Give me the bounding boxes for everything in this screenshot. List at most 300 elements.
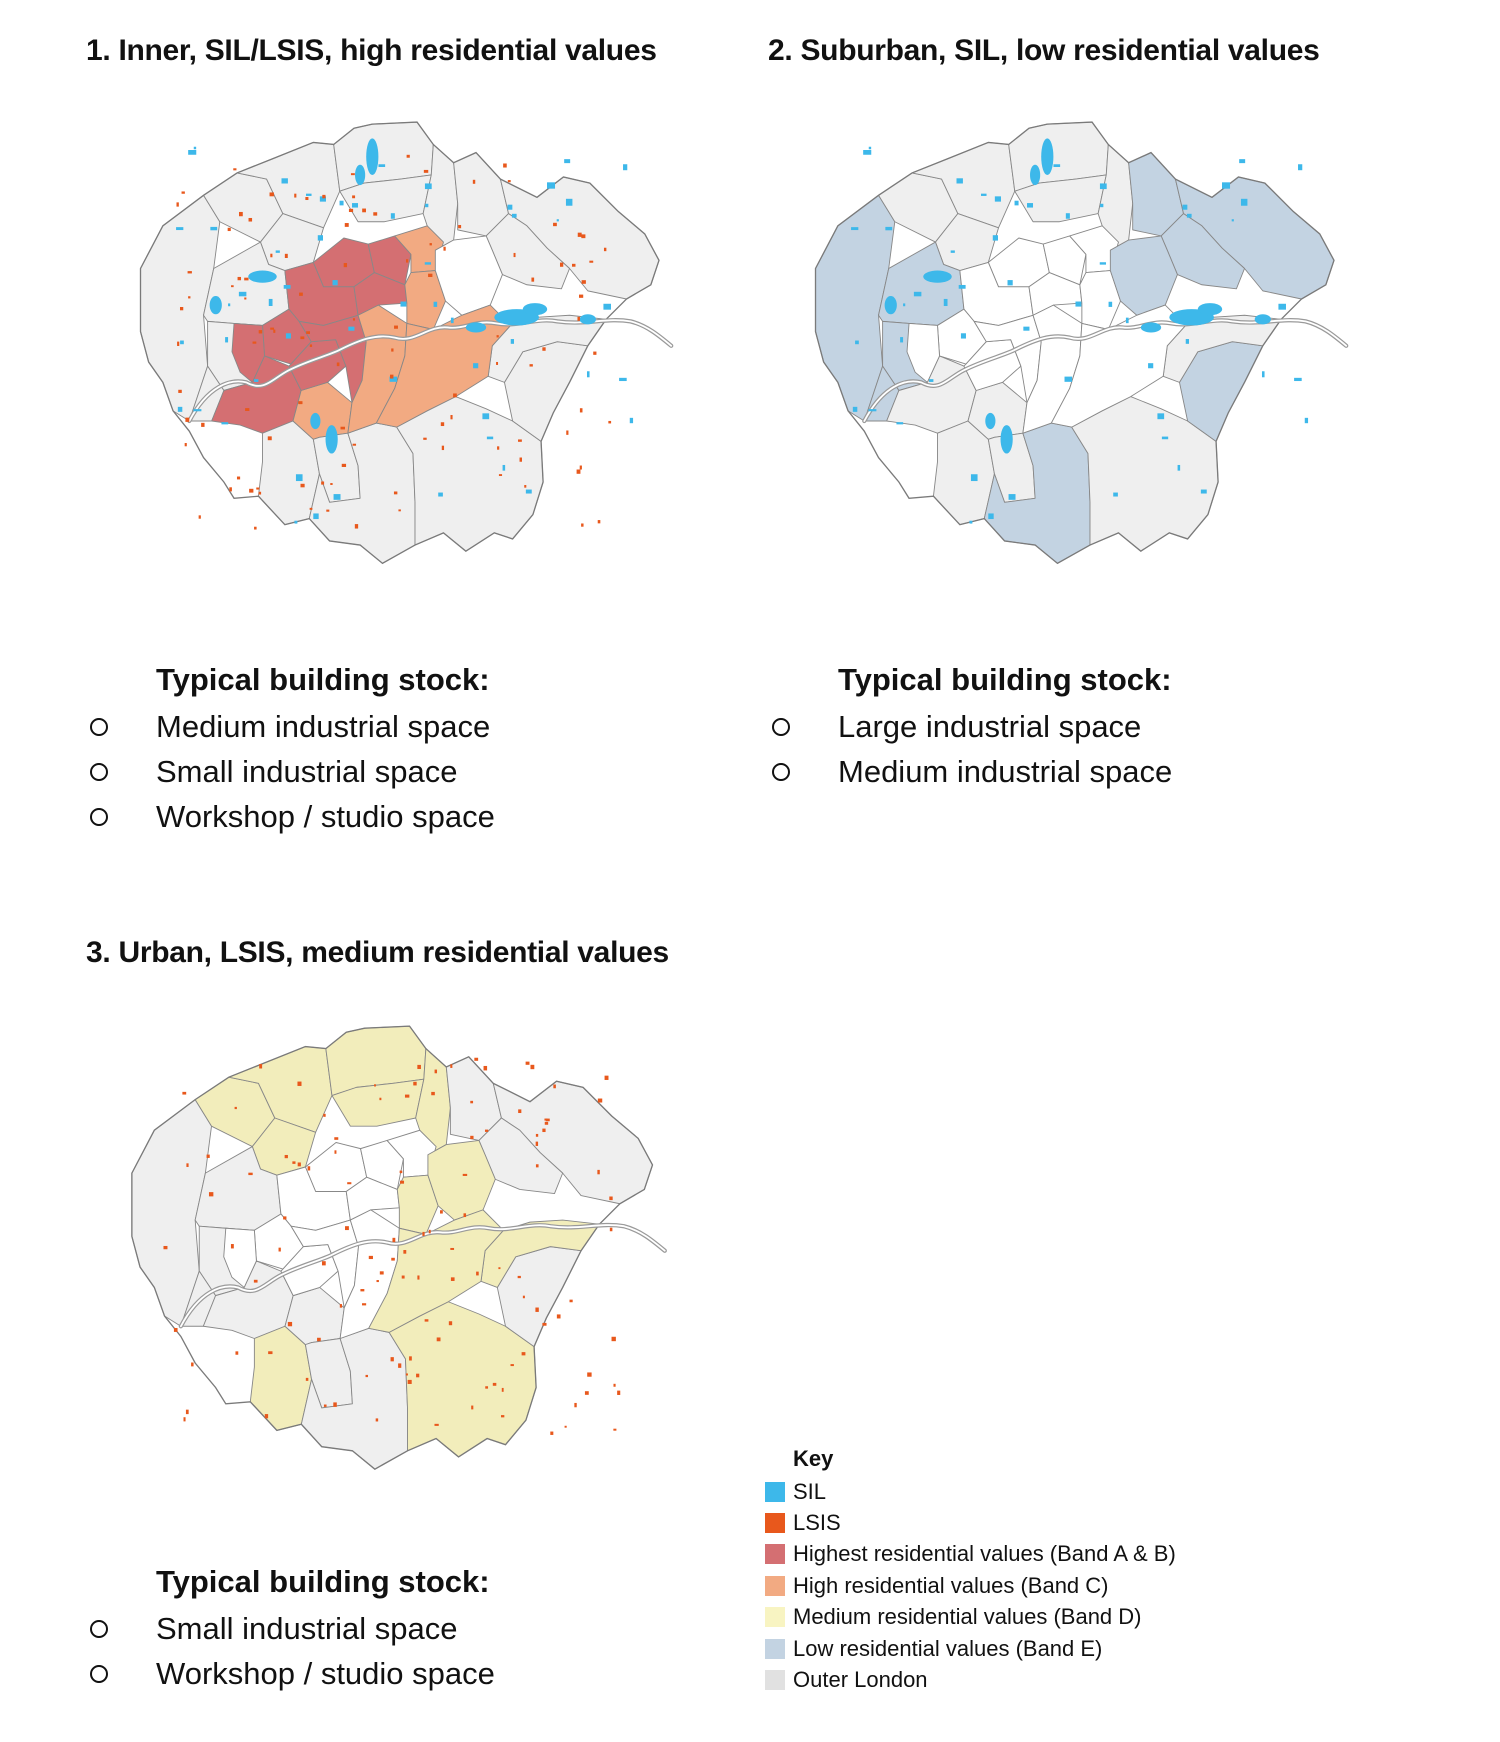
lsis-site [604, 248, 606, 251]
lsis-site [437, 1337, 441, 1341]
lsis-site [347, 1182, 351, 1184]
lsis-site [273, 330, 275, 333]
stock-item-label: Medium industrial space [838, 753, 1173, 789]
circle-bullet-icon [90, 808, 108, 826]
sil-site [482, 413, 489, 419]
lsis-site [297, 1082, 301, 1086]
sil-site [981, 194, 987, 196]
lsis-site [585, 1391, 589, 1395]
lsis-site [511, 1364, 514, 1366]
lsis-site [209, 1192, 213, 1196]
sil-site [951, 250, 955, 252]
lsis-site [337, 363, 340, 367]
lsis-site [587, 1372, 591, 1376]
lsis-site [270, 254, 272, 258]
stock-item-label: Workshop / studio space [156, 1655, 495, 1691]
sil-site [180, 341, 184, 345]
lsis-site [450, 1064, 452, 1068]
lsis-site [292, 1161, 295, 1164]
circle-bullet-icon [772, 718, 790, 736]
sil-site [1178, 465, 1181, 471]
lsis-site [391, 1258, 395, 1261]
sil-site [885, 227, 892, 230]
lsis-site [598, 520, 601, 523]
lsis-site [186, 1410, 189, 1414]
lsis-site [180, 307, 183, 310]
sil-site [1008, 280, 1013, 285]
lsis-site [285, 254, 288, 258]
lsis-site [380, 1271, 384, 1274]
sil-site [451, 318, 454, 324]
lsis-site [605, 1076, 609, 1080]
lsis-site [239, 212, 243, 216]
lsis-site [245, 408, 249, 411]
lsis-site [366, 1375, 368, 1377]
sil-site [1113, 493, 1118, 497]
lsis-site [593, 352, 596, 355]
sil-site [352, 203, 358, 208]
lsis-site [351, 173, 355, 175]
panel-2-map [785, 115, 1395, 605]
lsis-site [582, 280, 586, 284]
lsis-site [310, 344, 312, 346]
legend-label: LSIS [793, 1510, 841, 1536]
sil-site [580, 314, 596, 324]
lsis-site [424, 170, 428, 173]
lsis-site [441, 422, 444, 426]
sil-site [1162, 437, 1168, 440]
sil-site [619, 378, 627, 381]
sil-site [851, 227, 858, 230]
lsis-site [406, 259, 408, 262]
sil-site [400, 302, 406, 307]
lsis-site [407, 155, 410, 158]
sil-site [1298, 164, 1302, 170]
sil-site [176, 227, 183, 230]
lsis-site [340, 1304, 342, 1308]
sil-site [1305, 418, 1308, 423]
sil-site [956, 178, 962, 183]
sil-site [340, 201, 344, 206]
lsis-site [443, 247, 445, 251]
sil-site [1023, 327, 1029, 331]
legend-item-lsis [765, 1507, 1176, 1538]
lsis-site [434, 1424, 438, 1426]
lsis-site [235, 1351, 238, 1354]
lsis-site [473, 180, 475, 184]
sil-site [391, 213, 395, 219]
stock-heading: Typical building stock: [156, 662, 490, 697]
sil-site [1157, 413, 1164, 419]
lsis-site [188, 271, 192, 273]
lsis-site [503, 163, 507, 167]
lsis-site [323, 1114, 325, 1117]
sil-site [557, 219, 559, 221]
lsis-site [514, 253, 516, 257]
lsis-site [463, 1174, 467, 1176]
legend-item-outer-london [765, 1664, 1176, 1695]
sil-site [276, 250, 280, 252]
lsis-site [265, 1414, 268, 1418]
lsis-site [394, 491, 397, 494]
stock-item [768, 704, 1172, 749]
sil-site [623, 164, 627, 170]
lsis-site [597, 1170, 599, 1174]
sil-site [903, 303, 905, 306]
lsis-site [341, 427, 345, 430]
sil-site [507, 205, 512, 210]
lsis-site [391, 348, 393, 351]
lsis-site [542, 1323, 546, 1326]
lsis-site [589, 261, 593, 263]
lsis-site [300, 336, 304, 339]
panel-3-map [100, 1020, 715, 1510]
sil-site [1100, 204, 1103, 207]
lsis-site [233, 168, 236, 170]
sil-site [914, 292, 921, 297]
lsis-site [398, 509, 400, 511]
lsis-site [451, 1277, 455, 1281]
panel-1-title: 1. Inner, SIL/LSIS, high residential values [86, 34, 657, 67]
sil-site [269, 299, 273, 306]
lsis-site [306, 331, 310, 334]
legend-item-band-e [765, 1633, 1176, 1664]
lsis-site [581, 234, 585, 238]
sil-site [869, 147, 871, 150]
legend-swatch [765, 1639, 785, 1659]
lsis-site [613, 1384, 615, 1387]
lsis-site [413, 1082, 416, 1086]
lsis-site [403, 1250, 406, 1254]
lsis-site [391, 1357, 394, 1361]
lsis-site [235, 1107, 237, 1109]
lsis-site [496, 362, 498, 365]
sil-site [523, 303, 547, 315]
legend-swatch [765, 1670, 785, 1690]
panel-1-building-stock [86, 662, 495, 839]
lsis-site [470, 1101, 473, 1103]
lsis-site [379, 1098, 381, 1100]
stock-heading: Typical building stock: [156, 1564, 490, 1599]
lsis-site [298, 1162, 301, 1166]
lsis-site [530, 1065, 534, 1069]
lsis-site [333, 1402, 337, 1406]
lsis-site [308, 1166, 311, 1170]
sil-site [900, 337, 903, 342]
stock-item [86, 794, 495, 839]
lsis-site [520, 458, 522, 462]
lsis-site [518, 1276, 521, 1278]
lsis-site [580, 466, 582, 470]
sil-site [1001, 425, 1013, 453]
sil-site [526, 490, 532, 494]
stock-item-label: Medium industrial space [156, 708, 491, 744]
sil-site [334, 494, 341, 500]
sil-site [1141, 322, 1161, 332]
lsis-site [565, 1426, 567, 1428]
lsis-site [163, 1246, 167, 1249]
lsis-site [497, 446, 499, 449]
lsis-site [299, 293, 303, 296]
lsis-site [244, 278, 248, 281]
sil-site [885, 296, 897, 314]
lsis-site [450, 415, 452, 419]
lsis-site [306, 1378, 309, 1381]
lsis-site [402, 1276, 405, 1279]
lsis-site [449, 1321, 452, 1325]
lsis-site [330, 483, 332, 485]
lsis-site [231, 285, 234, 287]
sil-site [1294, 378, 1302, 381]
sil-site [1241, 199, 1247, 206]
sil-site [210, 296, 222, 314]
lsis-site [450, 1248, 454, 1250]
lsis-site [334, 1150, 336, 1153]
legend-label: High residential values (Band C) [793, 1572, 1109, 1598]
lsis-site [186, 1163, 188, 1167]
lsis-site [463, 1213, 466, 1217]
lsis-site [345, 1226, 349, 1230]
lsis-site [453, 393, 457, 397]
lsis-site [248, 1173, 252, 1175]
lsis-site [442, 446, 444, 450]
sil-site [225, 337, 228, 342]
sil-site [511, 339, 514, 344]
sil-site [961, 333, 966, 338]
lsis-site [572, 264, 575, 267]
lsis-site [185, 443, 187, 446]
lsis-site [553, 223, 557, 226]
stock-item [86, 1606, 495, 1651]
legend-label: Medium residential values (Band D) [793, 1604, 1142, 1630]
lsis-site [535, 1308, 538, 1312]
lsis-site [288, 1322, 292, 1326]
lsis-site [524, 485, 526, 488]
sil-site [239, 292, 246, 297]
sil-site [1239, 159, 1245, 163]
lsis-site [425, 1319, 429, 1321]
lsis-site [362, 209, 366, 213]
sil-site [1222, 182, 1230, 188]
lsis-site [394, 326, 398, 329]
lsis-site [321, 481, 324, 484]
legend-swatch [765, 1482, 785, 1502]
sil-site [547, 182, 555, 188]
lsis-site [231, 1244, 234, 1248]
stock-item-label: Small industrial space [156, 753, 458, 789]
lsis-site [536, 1134, 538, 1137]
sil-site [425, 204, 428, 207]
lsis-site [237, 477, 240, 480]
stock-item [86, 1651, 495, 1696]
lsis-site [578, 233, 582, 237]
sil-site [228, 303, 230, 306]
lsis-site [376, 1418, 378, 1421]
sil-site [971, 474, 978, 481]
lsis-site [417, 1275, 419, 1279]
legend-swatch [765, 1607, 785, 1627]
lsis-site [369, 1256, 373, 1259]
lsis-site [254, 527, 257, 530]
sil-site [438, 493, 443, 497]
stock-item-label: Large industrial space [838, 708, 1142, 744]
panel-2-building-stock [768, 662, 1172, 794]
lsis-site [342, 464, 346, 467]
circle-bullet-icon [90, 1620, 108, 1638]
sil-site [868, 409, 876, 411]
sil-site [1075, 302, 1081, 307]
lsis-site [536, 1164, 539, 1167]
lsis-site [302, 485, 304, 487]
lsis-site [557, 1314, 561, 1318]
sil-site [1015, 201, 1019, 206]
panel-2-title: 2. Suburban, SIL, low residential values [768, 34, 1320, 67]
sil-site [503, 465, 506, 471]
sil-site [473, 363, 478, 368]
sil-site [1066, 213, 1070, 219]
sil-site [281, 178, 287, 183]
legend-item-band-c [765, 1570, 1176, 1601]
sil-site [254, 379, 258, 382]
sil-site [1148, 363, 1153, 368]
lsis-site [229, 487, 232, 491]
lsis-site [530, 364, 533, 366]
lsis-site [542, 347, 545, 350]
legend-label: Low residential values (Band E) [793, 1635, 1103, 1661]
lsis-site [577, 470, 581, 474]
sil-site [1126, 318, 1129, 324]
lsis-site [324, 1405, 327, 1407]
sil-site [221, 422, 228, 424]
lsis-site [344, 263, 347, 267]
sil-site [333, 280, 338, 285]
sil-site [1182, 205, 1187, 210]
lsis-site [474, 1058, 478, 1061]
lsis-site [430, 243, 432, 245]
sil-site [434, 302, 438, 307]
lsis-site [400, 1171, 403, 1174]
lsis-site [570, 1300, 573, 1303]
lsis-site [428, 274, 432, 277]
sil-site [310, 413, 320, 429]
lsis-site [322, 195, 325, 198]
legend-item-sil [765, 1476, 1176, 1507]
sil-site [326, 425, 338, 453]
lsis-site [184, 1417, 186, 1421]
sil-site [1232, 219, 1234, 221]
lsis-site [416, 1374, 419, 1378]
lsis-site [199, 515, 201, 518]
sil-site [863, 150, 871, 155]
lsis-site [522, 1352, 526, 1355]
lsis-site [188, 296, 190, 298]
legend-item-band-ab [765, 1539, 1176, 1570]
stock-item-label: Workshop / studio space [156, 798, 495, 834]
lsis-site [423, 438, 426, 440]
sil-site [366, 138, 378, 175]
sil-site [630, 418, 633, 423]
lsis-site [285, 1155, 288, 1158]
sil-site [587, 371, 590, 377]
sil-site [1041, 138, 1053, 175]
london-map-svg [100, 1020, 715, 1510]
lsis-site [270, 192, 274, 196]
lsis-site [417, 1065, 421, 1069]
lsis-site [523, 1296, 525, 1299]
panel-3-title: 3. Urban, LSIS, medium residential values [86, 936, 669, 969]
sil-site [296, 474, 303, 481]
lsis-site [279, 1248, 281, 1252]
lsis-site [405, 1095, 409, 1098]
sil-site [1100, 262, 1106, 264]
lsis-site [185, 418, 189, 422]
lsis-site [349, 209, 353, 212]
sil-site [603, 304, 611, 310]
lsis-site [398, 1363, 401, 1367]
lsis-site [270, 328, 274, 330]
lsis-site [617, 1391, 620, 1395]
sil-site [988, 513, 993, 519]
sil-site [348, 327, 354, 331]
lsis-site [174, 1328, 178, 1332]
lsis-site [294, 194, 296, 198]
lsis-site [178, 390, 182, 393]
sil-site [210, 227, 217, 230]
sil-site [564, 159, 570, 163]
circle-bullet-icon [90, 718, 108, 736]
sil-site [1187, 214, 1192, 218]
lsis-site [508, 180, 511, 182]
lsis-site [228, 228, 231, 231]
legend-label: SIL [793, 1478, 827, 1504]
sil-site [1027, 203, 1033, 208]
lsis-site [560, 263, 563, 267]
sil-site [194, 147, 196, 150]
stock-item-label: Small industrial space [156, 1610, 458, 1646]
lsis-site [531, 278, 534, 282]
lsis-site [376, 1280, 378, 1282]
lsis-site [310, 508, 313, 510]
sil-site [923, 271, 951, 283]
lsis-site [470, 1136, 473, 1139]
sil-site [425, 183, 432, 189]
circle-bullet-icon [90, 763, 108, 781]
sil-site [896, 422, 903, 424]
lsis-site [429, 1230, 431, 1234]
lsis-site [471, 1406, 473, 1410]
lsis-site [259, 1064, 262, 1068]
lsis-site [374, 1084, 376, 1086]
lsis-site [253, 342, 257, 344]
sil-site [1065, 377, 1073, 382]
lsis-site [518, 1109, 521, 1113]
lsis-site [326, 510, 329, 512]
legend-swatch [765, 1544, 785, 1564]
sil-site [995, 196, 1001, 201]
lsis-site [406, 1373, 408, 1375]
lsis-site [609, 1197, 612, 1201]
lsis-site [353, 444, 356, 446]
sil-site [284, 285, 291, 289]
lsis-site [485, 1130, 488, 1132]
sil-site [1201, 490, 1207, 494]
lsis-site [322, 1261, 326, 1265]
sil-site [969, 521, 972, 524]
lsis-site [566, 430, 568, 434]
lsis-site [553, 1085, 556, 1089]
lsis-site [612, 1337, 616, 1341]
lsis-site [191, 1363, 193, 1367]
